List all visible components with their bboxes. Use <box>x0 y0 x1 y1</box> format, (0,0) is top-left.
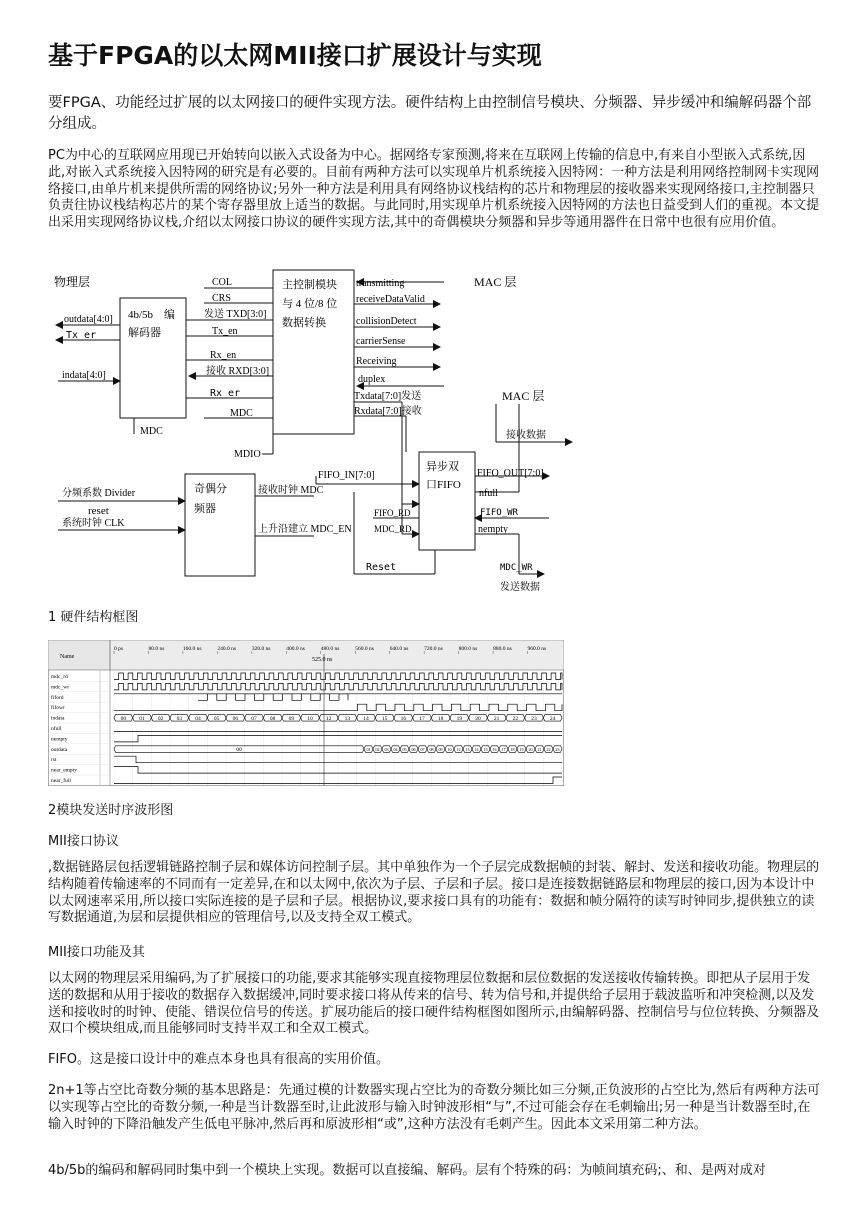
sig-txd: 发送 TXD[3:0] <box>204 309 267 320</box>
sig-mdc-ctrl: MDC <box>230 408 253 419</box>
wave-bus-value: 14 <box>363 715 369 722</box>
fifo-label-1: 异步双 <box>426 461 459 473</box>
wave-bus-value: 09 <box>438 747 443 753</box>
wave-signal-nfull: nfull <box>51 726 62 732</box>
sig-crs: CRS <box>212 293 231 304</box>
sig-reset: reset <box>88 505 109 517</box>
sig-rx-er: Rx_er <box>210 388 241 399</box>
wave-signal-near_empty: near_empty <box>51 767 77 774</box>
wave-bus-value: 22 <box>512 715 519 722</box>
phy-layer-label: 物理层 <box>54 275 91 289</box>
wave-time-label: 0 ps <box>114 646 124 652</box>
wave-time-label: 480.0 ns <box>320 646 340 652</box>
paragraph-divider: 2n+1等占空比奇数分频的基本思路是：先通过模的计数器实现占空比为的奇数分频比如三分频,正负波形的占空比为,然后有两种方法可以实现等占空比的奇数分频,一种是当计数器至时,让此波形与输入时钟波形相“与”,不过可能会存在毛刺输出;另一种是当计数器至时,在输入时钟的下降沿触发产生低电平脉冲,然后再和原波形相“或”,这种方法没有毛刺产生。因此本文采用第二种方法。 <box>48 1083 820 1132</box>
sig-nfull: nfull <box>479 488 498 499</box>
wave-bus-value: 05 <box>213 715 220 722</box>
wave-bus-value: 16 <box>400 715 407 722</box>
sig-recv-data: 接收数据 <box>506 430 546 441</box>
wave-signal-near_full: near_full <box>51 778 71 784</box>
paragraph-codec: 4b/5b的编码和解码同时集中到一个模块上实现。数据可以直接编、解码。层有个特殊的码：为帧间填充码;、和、是两对成对 <box>48 1163 766 1178</box>
paragraph-mii-protocol: ,数据链路层包括逻辑链路控制子层和媒体访问控制子层。其中单独作为一个子层完成数据帧的封装、解封、发送和接收功能。物理层的结构随着传输速率的不同而有一定差异,在和以太网中,依次为子层、子层和子层。接口是连接数据链路层和物理层的接口,因为本设计中以太网速率采用,所以接口实际连接的是子层和子层。根据协议,要求接口具有的功能有：数据和帧分隔符的读写时钟同步,提供独立的读写数据通道,为层和层提供相应的管理信号,以及支持全双工模式。 <box>48 860 820 926</box>
wave-bus-value: 21 <box>537 747 542 753</box>
sig-tx-er: Tx_er <box>66 330 97 341</box>
sig-mdio: MDIO <box>234 449 261 460</box>
sig-fifo-rd: FIFO_RD <box>374 508 411 518</box>
wave-signal-mdc_rd: mdc_rd <box>51 674 68 680</box>
sig-rxd: 接收 RXD[3:0] <box>206 366 270 377</box>
paragraph-mii-function: 以太网的物理层采用编码,为了扩展接口的功能,要求其能够实现直接物理层位数据和层位数据的发送接收传输转换。即把从子层用于发送的数据和从用于接收的数据存入数据缓冲,同时要求接口将从传来的信号、转为信号和,并提供给子层用于载波监听和冲突检测,以及发送和接收时的时钟、使能、错误位信号的传送。扩展功能后的接口硬件结构框图如图所示,由编解码器、控制信号与位位转换、分频器及双口个模块组成,而且能够同时支持半双工和全双工模式。 <box>48 971 820 1037</box>
sig-indata: indata[4:0] <box>62 370 106 381</box>
wave-time-label: 160.0 ns <box>182 646 202 652</box>
wave-bus-value: 17 <box>419 715 425 722</box>
wave-time-label: 960.0 ns <box>527 646 547 652</box>
sig-rx-en: Rx_en <box>210 350 237 361</box>
sig-reset-fifo: Reset <box>366 562 397 573</box>
divider-label-1: 奇偶分 <box>194 483 227 495</box>
paragraph-fifo: FIFO。这是接口设计中的难点本身也具有很高的实用价值。 <box>48 1052 390 1067</box>
sig-fifo-in: FIFO_IN[7:0] <box>318 470 375 481</box>
wave-bus-value: 15 <box>483 747 488 753</box>
sig-mdc-wr: MDC_WR <box>500 563 533 573</box>
wave-bus-value: 20 <box>475 715 481 722</box>
wave-bus-value: 03 <box>384 747 389 753</box>
ctrl-label-1: 主控制模块 <box>282 279 337 291</box>
sig-recv-clk: 接收时钟 MDC <box>258 485 324 496</box>
sig-txdata: Txdata[7:0]发送 <box>354 391 422 402</box>
wave-time-label: 400.0 ns <box>286 646 305 652</box>
sig-sys-clk: 系统时钟 CLK <box>62 518 125 529</box>
wave-time-label: 240.0 ns <box>217 646 237 652</box>
lead-paragraph: 要FPGA、功能经过扩展的以太网接口的硬件实现方法。硬件结构上由控制信号模块、分频器、异步缓冲和编解码器个部分组成。 <box>48 95 812 132</box>
wave-bus-value: 17 <box>501 747 506 753</box>
wave-bus-value: 16 <box>492 747 497 753</box>
mac-layer-label-top: MAC 层 <box>474 275 517 289</box>
intro-paragraph: PC为中心的互联网应用现已开始转向以嵌入式设备为中心。据网络专家预测,将来在互联网上传输的信息中,有来自小型嵌入式系统,因此,对嵌入式系统接入因特网的研究是有必要的。目前有两种方法可以实现单片机系统接入因特网：一种方法是利用网络控制网卡实现网络接口,由单片机来提供所需的网络协议;另外一种方法是利用具有网络协议栈结构的芯片和物理层的接收器来实现网络接口,主控制器只负责往协议栈结构芯片的某个寄存器里放上适当的数据。与此同时,用实现单片机系统接入因特网的方法也日益受到人们的重视。本文提出采用实现网络协议栈,介绍以太网接口协议的硬件实现方法,其中的奇偶模块分频器和异步等通用器件在日常中也很有应用价值。 <box>48 148 820 231</box>
sig-transmitting: transmitting <box>356 278 405 289</box>
wave-bus-value: 24 <box>549 715 556 722</box>
wave-time-label: 800.0 ns <box>458 646 478 652</box>
sig-collision: collisionDetect <box>356 316 417 327</box>
wave-bus-value: 06 <box>411 747 416 753</box>
ctrl-label-2: 与 4 位/8 位 <box>282 298 338 310</box>
sig-fifo-wr: FIFO_WR <box>480 508 518 518</box>
wave-bus-value: 09 <box>288 715 295 722</box>
sig-nempty: nempty <box>478 524 508 535</box>
wave-time-label: 320.0 ns <box>251 646 271 652</box>
sig-mdc-en: 上升沿建立 MDC_EN <box>258 524 352 535</box>
wave-bus-value: 23 <box>555 747 560 753</box>
sig-receiving: Receiving <box>356 356 397 367</box>
codec-label-1: 4b/5b 编 <box>128 309 176 321</box>
figure-1-caption: 1 硬件结构框图 <box>48 610 139 625</box>
wave-bus-value: 05 <box>402 747 407 753</box>
wave-bus-value: 06 <box>232 715 239 722</box>
wave-bus-value: 04 <box>393 747 398 753</box>
sig-fifo-out: FIFO_OUT[7:0] <box>477 468 544 479</box>
sig-mdc-codec: MDC <box>140 426 163 437</box>
waveform-figure <box>48 640 564 786</box>
wave-bus-value: 12 <box>456 747 461 753</box>
wave-bus-value: 07 <box>251 715 257 722</box>
wave-bus-value: 13 <box>465 747 470 753</box>
sig-rxdata: Rxdata[7:0]接收 <box>354 406 422 417</box>
wave-bus-value: 08 <box>269 715 276 722</box>
sig-send-data: 发送数据 <box>500 582 540 593</box>
wave-bus-value: 02 <box>157 715 164 722</box>
ctrl-label-3: 数据转换 <box>282 317 326 329</box>
wave-bus-value: 13 <box>344 715 351 722</box>
wave-time-label: 880.0 ns <box>493 646 512 652</box>
wave-bus-value: 23 <box>531 715 537 722</box>
wave-signal-fifowr: fifowr <box>51 705 65 712</box>
figure-2-caption: 2模块发送时序波形图 <box>48 803 174 818</box>
wave-bus-value: 07 <box>420 747 425 753</box>
codec-label-2: 解码器 <box>128 327 161 339</box>
wave-bus-value: 01 <box>139 715 145 722</box>
wave-signal-fiford: fiford <box>51 694 64 701</box>
wave-bus-value: 02 <box>375 747 380 753</box>
divider-label-2: 频器 <box>194 503 216 515</box>
wave-bus-value: 20 <box>528 747 533 753</box>
wave-bus-value: 14 <box>474 747 479 753</box>
sig-tx-en: Tx_en <box>212 326 238 337</box>
wave-time-label: 720.0 ns <box>424 646 443 652</box>
wave-bus-value: 12 <box>325 715 332 722</box>
wave-time-label: 640.0 ns <box>389 646 409 652</box>
wave-signal-outdata: outdata <box>51 746 68 753</box>
wave-bus-value: 21 <box>493 715 500 722</box>
control-block <box>273 270 354 434</box>
sig-mdc-rd: MDC_RD <box>374 524 412 534</box>
section-heading-mii-function: MII接口功能及其 <box>48 945 145 960</box>
wave-signal-rst: rst <box>51 757 57 764</box>
section-heading-mii-protocol: MII接口协议 <box>48 834 119 849</box>
wave-bus-value: 19 <box>456 715 463 722</box>
wave-bus-value: 03 <box>176 715 183 722</box>
wave-bus-value: 08 <box>429 747 434 753</box>
wave-bus-value: 18 <box>510 747 515 753</box>
wave-bus-value: 10 <box>447 747 452 753</box>
sig-duplex: duplex <box>358 374 386 385</box>
fifo-label-2: 口FIFO <box>426 479 461 491</box>
sig-col: COL <box>212 277 232 288</box>
sig-outdata: outdata[4:0] <box>64 314 113 325</box>
wave-signal-mdc_wr: mdc_wr <box>51 684 70 691</box>
wave-bus-value: 01 <box>366 747 371 753</box>
wave-signal-nempty: nempty <box>51 736 68 743</box>
wave-signal-indata: indata <box>51 715 65 722</box>
wave-bus-value: 22 <box>546 747 551 753</box>
wave-time-label: 80.0 ns <box>148 646 165 652</box>
wave-cursor: 525.0 ns <box>312 657 333 663</box>
sig-divider: 分频系数 Divider <box>62 488 136 499</box>
wave-bus-value: 15 <box>381 715 388 722</box>
wave-bus-value: 00 <box>236 747 242 754</box>
wave-time-label: 560.0 ns <box>355 646 374 652</box>
wave-bus-value: 10 <box>307 715 313 722</box>
sig-receive-valid: receiveDataValid <box>356 294 425 305</box>
wave-bus-value: 18 <box>437 715 444 722</box>
mac-layer-label-mid: MAC 层 <box>502 389 545 403</box>
wave-bus-value: 00 <box>120 715 127 722</box>
wave-bus-value: 04 <box>195 715 201 722</box>
hardware-block-diagram <box>44 264 584 600</box>
wave-name-header: Name <box>60 654 75 660</box>
sig-carrier: carrierSense <box>356 336 406 347</box>
page-title: 基于FPGA的以太网MII接口扩展设计与实现 <box>48 41 542 70</box>
wave-bus-value: 19 <box>519 747 524 753</box>
